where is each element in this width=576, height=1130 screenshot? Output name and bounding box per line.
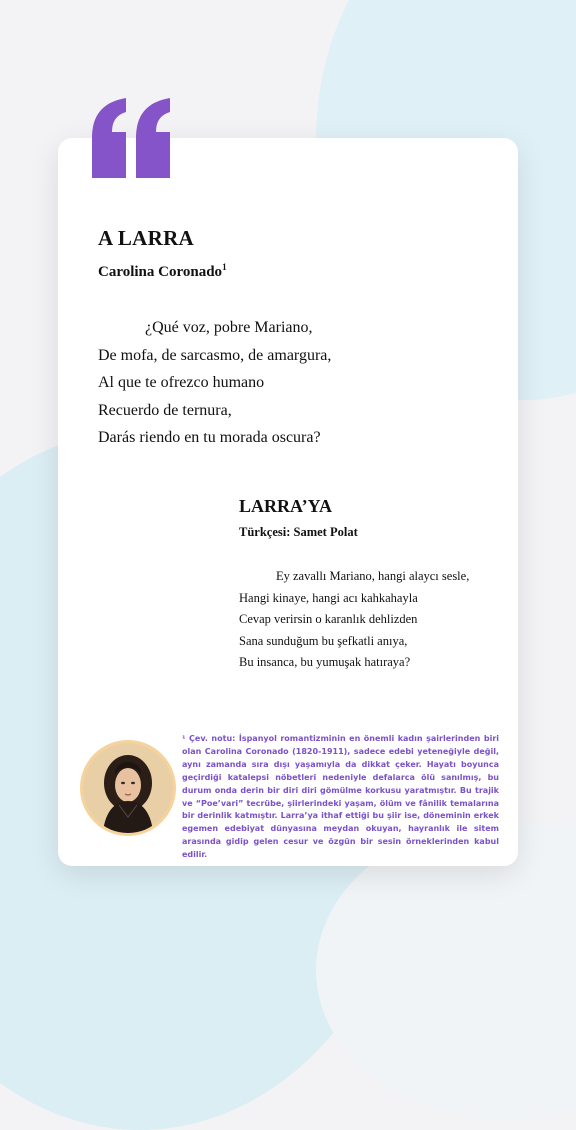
poem-title: A LARRA [98,226,195,250]
poem-line: ¿Qué voz, pobre Mariano, [145,319,313,336]
poem-line: Darás riendo en tu morada oscura? [98,429,321,446]
author-name: Carolina Coronado [98,264,223,280]
footnote-reference: 1 [222,262,227,272]
original-poem [98,314,331,452]
portrait-illustration [83,743,173,833]
poem-author [98,262,227,281]
translated-poem [239,566,469,674]
translated-line: Sana sunduğum bu şefkatli anıya, [239,633,408,648]
translated-line: Cevap verirsin o karanlık dehlizden [239,612,418,626]
translated-line: Hangi kinaye, hangi acı kahkahayla [239,590,418,605]
poem-line: De mofa, de sarcasmo, de amargura, [98,346,332,364]
poem-line: Recuerdo de ternura, [98,401,232,419]
footnote-text: Çev. notu: İspanyol romantizminin en önemli kadın şairlerinden biri olan Carolina Coronado (1820-1911), sadece edebi yeteneğiyle değil, aynı zamanda sıra dışı yaşamıyla da dikkat çeker. Hayatı boyunca geçirdiği katalepsi nöbetleri nedeniyle defalarca ölü sanılmış, bu durum onda derin bir diri diri gömülme korkusu yaratmıştır. Bu trajik ve “Poe’vari” tecrübe, şiirlerindeki yaşam, ölüm ve fânilik temalarına bir derinlik katmıştır. Larra’ya ithaf ettiği bu şiir ise, döneminin erkek egemen edebiyat dünyasına meydan okuyan, hayranlık ile sitem arasında gidip gelen cesur ve özgün bir sesin örneklerinden kabul edilir. [182,734,500,860]
translator-credit: Türkçesi: Samet Polat [239,525,358,539]
translated-line: Bu insanca, bu yumuşak hatıraya? [239,655,411,669]
footnote-marker: ¹ [182,734,186,743]
author-portrait [80,740,176,836]
translated-line: Ey zavallı Mariano, hangi alaycı sesle, [276,569,470,583]
quote-mark-icon [88,98,174,178]
translator-footnote [182,733,499,862]
translation-title: LARRA’YA [239,496,333,516]
poem-line: Al que te ofrezco humano [98,374,265,391]
